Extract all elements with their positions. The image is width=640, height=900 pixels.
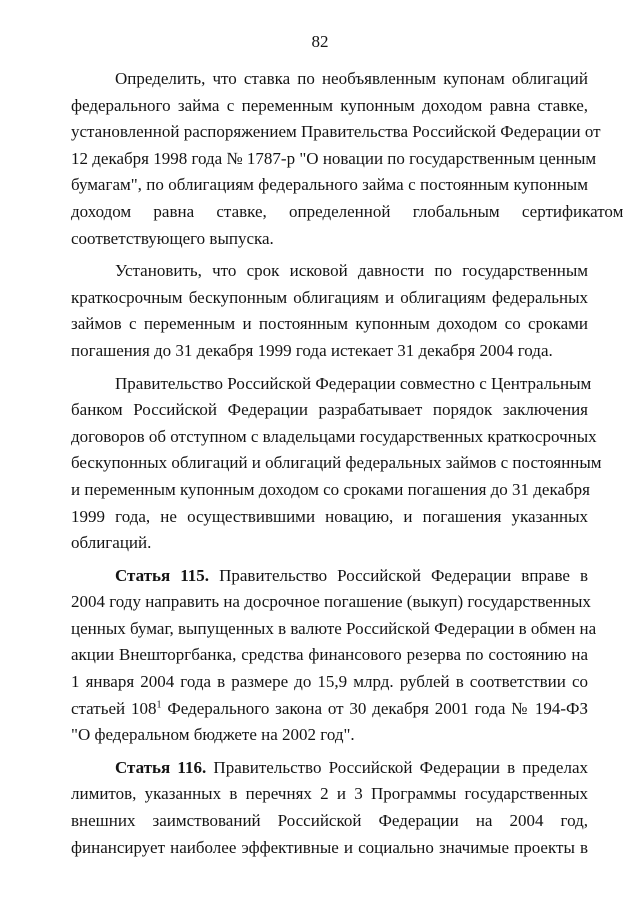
text-line: Определить, что ставка по необъявленным купонам облигаций <box>115 69 588 88</box>
footnote-superscript: 1 <box>156 699 162 710</box>
text-line: Правительство Российской Федерации совместно с Центральным <box>115 373 592 393</box>
text-line: "О федеральном бюджете на 2002 год". <box>71 725 355 745</box>
text-line: установленной распоряжением Правительства Российской Федерации от <box>71 122 601 142</box>
text-line: бумагам", по облигациям федерального займа с постоянным купонным <box>71 175 588 195</box>
text-line <box>71 755 588 782</box>
text-line: договоров об отступном с владельцами государственных краткосрочных <box>71 426 597 446</box>
text-line: 1999 года, не осуществившими новацию, и погашения указанных <box>71 506 588 526</box>
paragraph-limitation-period <box>71 258 588 364</box>
text-line: акции Внешторгбанка, средства финансового резерва по состоянию на <box>71 645 588 665</box>
document-body <box>71 66 624 861</box>
text-line: лимитов, указанных в перечнях 2 и 3 Программы государственных <box>71 784 588 804</box>
text-line: займов с переменным и постоянным купонным доходом со сроками <box>71 314 588 334</box>
text-line: федерального займа с переменным купонным доходом равна ставке, <box>71 95 588 115</box>
text-line: 1 января 2004 года в размере до 15,9 млрд. рублей в соответствии со <box>71 672 588 692</box>
text-line: Установить, что срок исковой давности по государственным <box>115 261 588 281</box>
article-115 <box>71 563 597 749</box>
article-title: Статья 116. <box>115 757 207 777</box>
text-line: доходом равна ставке, определенной глобальным сертификатом <box>71 201 624 221</box>
text-line: 12 декабря 1998 года № 1787-р "О новации по государственным ценным <box>71 148 597 168</box>
text-line: и переменным купонным доходом со сроками погашения до 31 декабря <box>71 479 590 499</box>
text-line <box>71 696 588 723</box>
text-line: банком Российской Федерации разрабатывает порядок заключения <box>71 400 588 420</box>
text-line: бескупонных облигаций и облигаций федеральных займов с постоянным <box>71 453 602 473</box>
text-segment: Федерального закона от 30 декабря 2001 года № 194-ФЗ <box>161 698 588 718</box>
text-line <box>71 563 588 590</box>
article-116 <box>71 755 588 861</box>
article-text: Правительство Российской Федерации вправе в <box>219 565 588 585</box>
page-number: 82 <box>311 32 329 51</box>
text-line: ценных бумаг, выпущенных в валюте Российской Федерации в обмен на <box>71 618 597 638</box>
text-line: облигаций. <box>71 533 152 553</box>
article-text: Правительство Российской Федерации в пределах <box>213 757 588 777</box>
text-line: соответствующего выпуска. <box>71 228 274 248</box>
text-line: внешних заимствований Российской Федерации на 2004 год, <box>71 811 588 831</box>
text-line: краткосрочным бескупонным облигациям и облигациям федеральных <box>71 287 588 307</box>
text-line: финансирует наиболее эффективные и социально значимые проекты в <box>71 837 588 857</box>
text-line: 2004 году направить на досрочное погашение (выкуп) государственных <box>71 592 591 612</box>
text-segment: статьей 108 <box>71 698 157 718</box>
paragraph-compensation-agreements <box>71 371 602 557</box>
text-line: погашения до 31 декабря 1999 года истекает 31 декабря 2004 года. <box>71 340 553 360</box>
paragraph-novation-rate <box>71 66 624 252</box>
article-title: Статья 115. <box>115 565 210 585</box>
